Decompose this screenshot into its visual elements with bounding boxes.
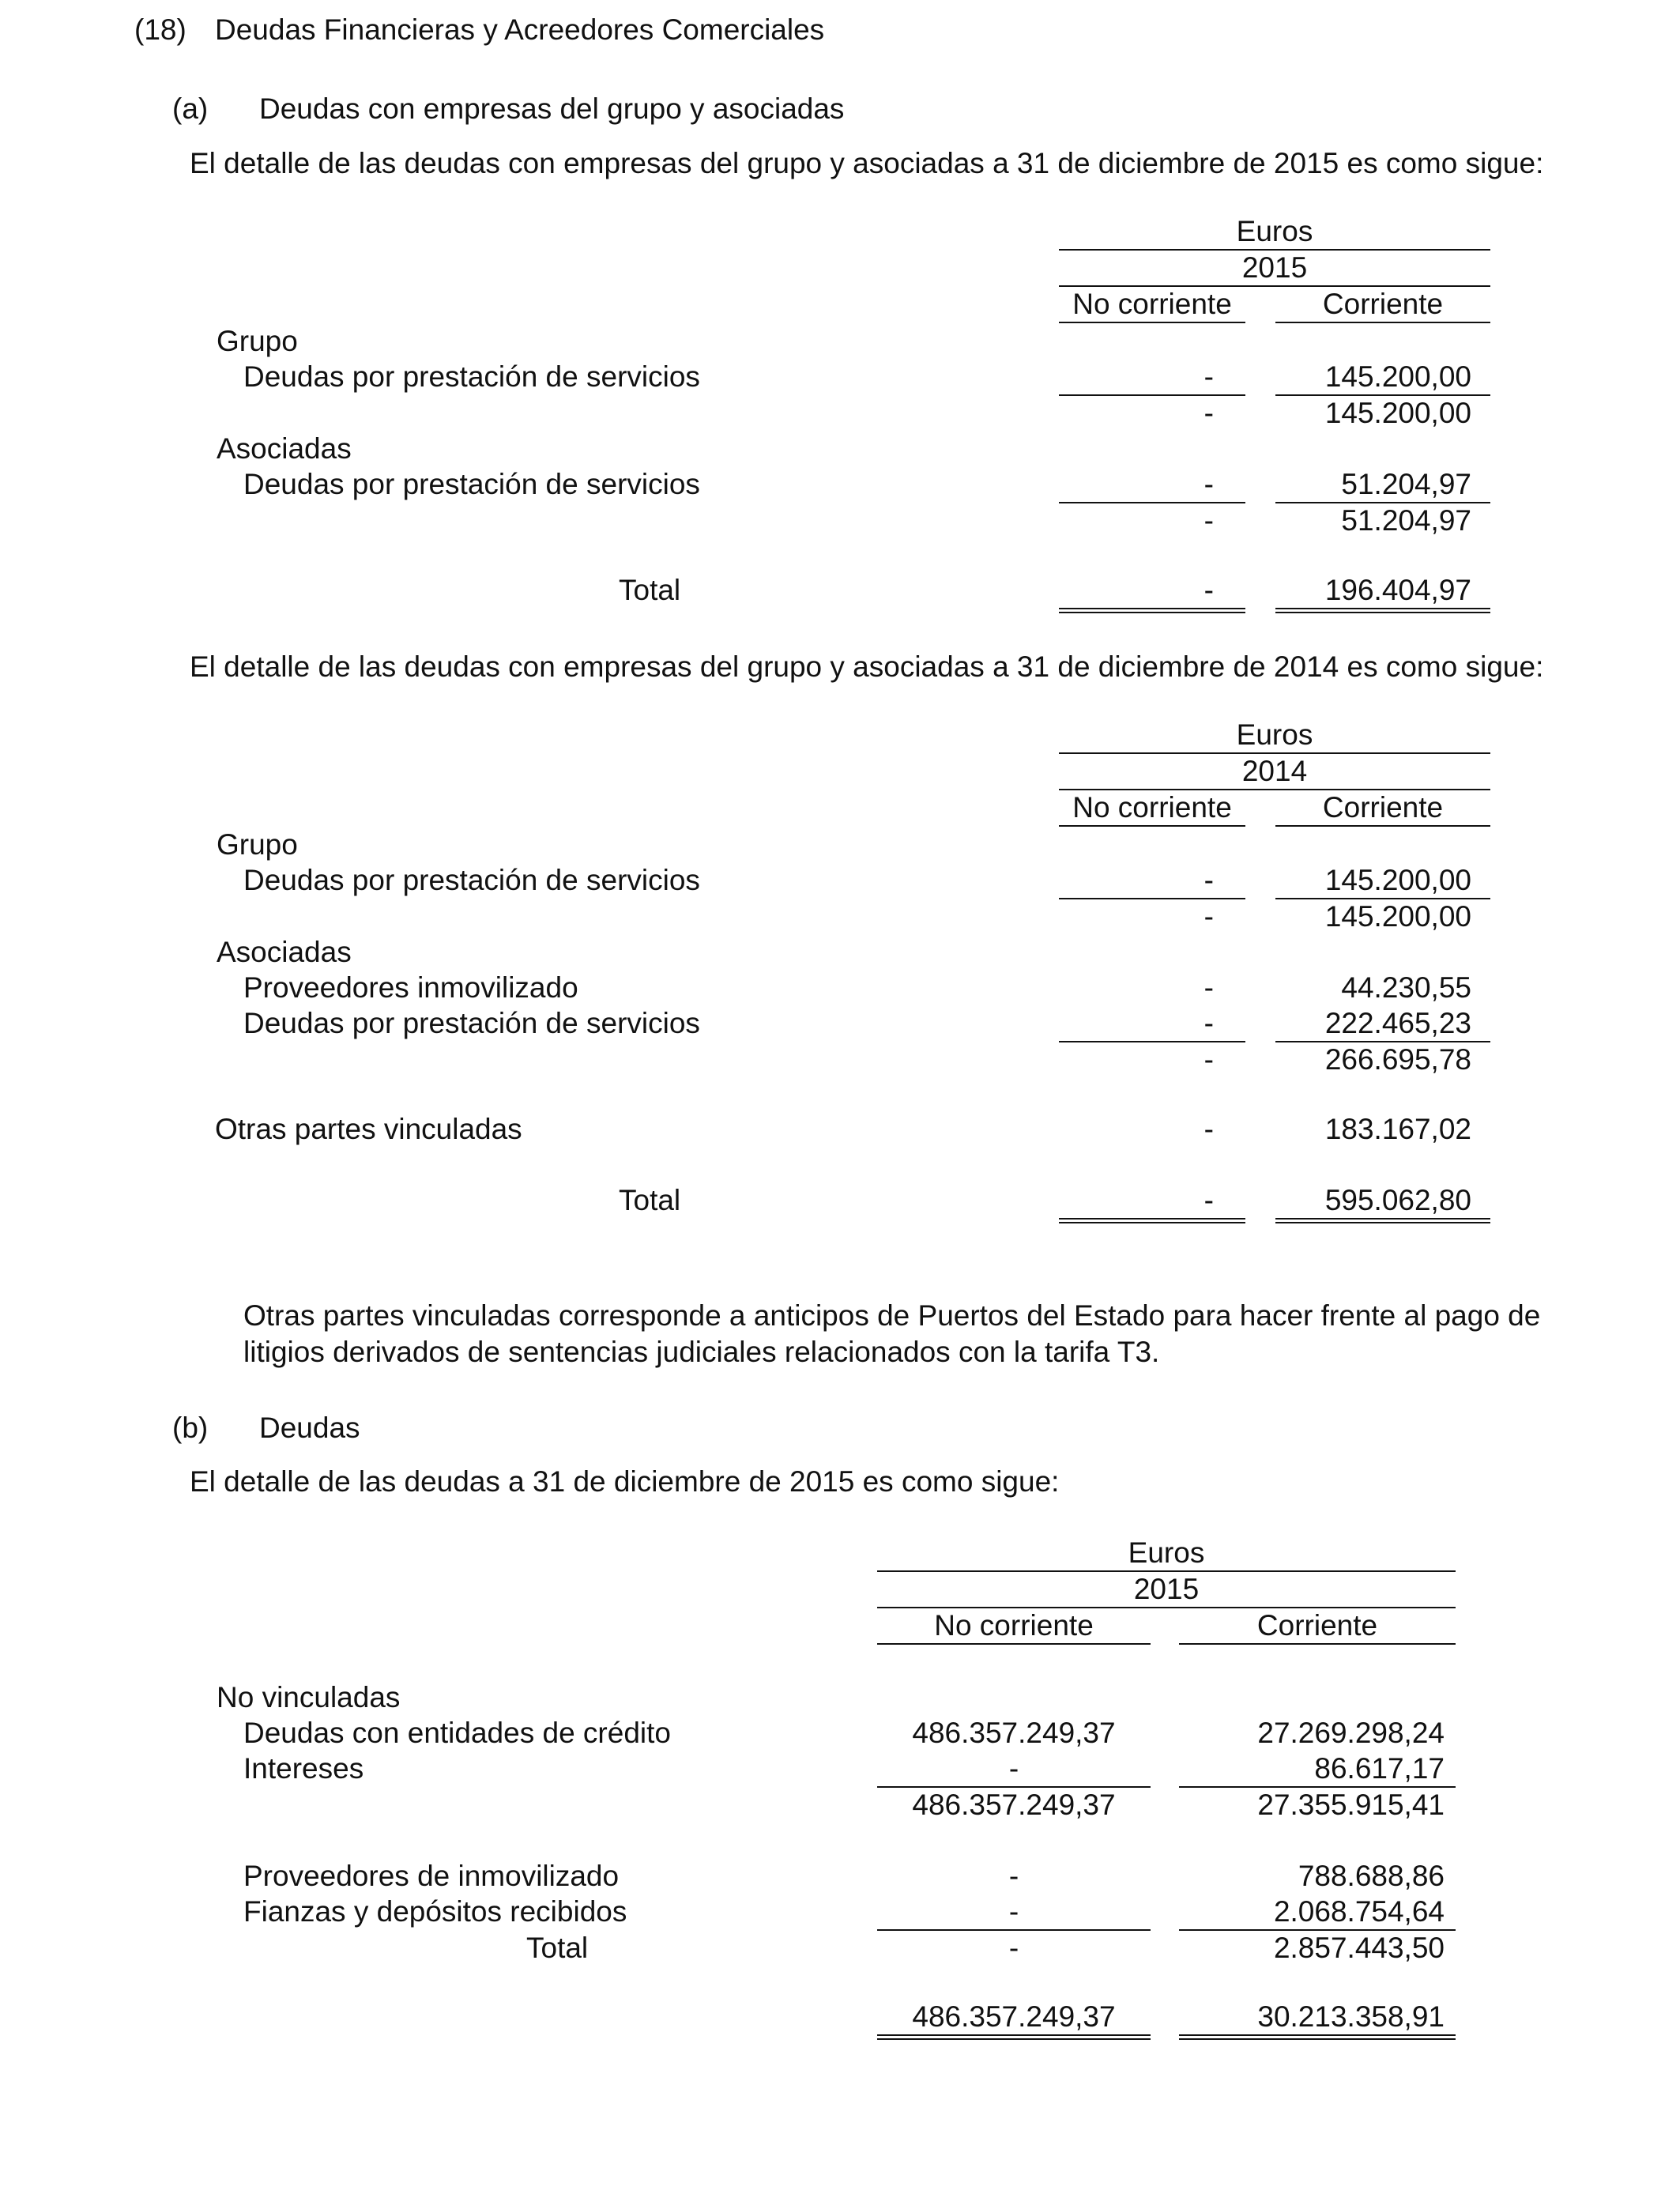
intro-b-text: El detalle de las deudas a 31 de diciembre de 2015 es como sigue:	[190, 1465, 1060, 1498]
subtotal-current: 51.204,97	[1341, 504, 1471, 537]
col-header-non-current: No corriente	[1072, 288, 1232, 320]
divider	[1059, 825, 1245, 827]
row-label: Proveedores de inmovilizado	[243, 1860, 620, 1892]
subsection-a-letter: (a)	[172, 92, 209, 125]
double-rule	[1275, 1218, 1490, 1223]
cell-current: 2.068.754,64	[1273, 1895, 1445, 1928]
group-label-grupo: Grupo	[217, 325, 298, 357]
cell-non-current: -	[1203, 1007, 1214, 1039]
row-label: Intereses	[243, 1752, 364, 1785]
total-current: 595.062,80	[1324, 1184, 1471, 1216]
group-label-grupo: Grupo	[217, 828, 298, 861]
cell-current: 86.617,17	[1314, 1752, 1445, 1785]
cell-non-current: -	[1203, 360, 1214, 393]
subtotal-current: 27.355.915,41	[1257, 1789, 1445, 1821]
cell-non-current: -	[1203, 864, 1214, 896]
cell-current: 44.230,55	[1341, 971, 1471, 1004]
table-year: 2015	[1241, 251, 1308, 284]
cell-current: 51.204,97	[1341, 468, 1471, 500]
subtotal-current: 266.695,78	[1324, 1043, 1471, 1076]
table-year: 2014	[1241, 755, 1308, 787]
row-label: Deudas con entidades de crédito	[243, 1717, 671, 1749]
cell-current: 788.688,86	[1298, 1860, 1445, 1892]
col-header-non-current: No corriente	[1072, 791, 1232, 824]
table-unit: Euros	[1236, 215, 1313, 247]
row-label: Deudas por prestación de servicios	[243, 1007, 700, 1039]
grand-total-current: 30.213.358,91	[1257, 2000, 1445, 2033]
note-paragraph: Otras partes vinculadas corresponde a anticipos de Puertos del Estado para hacer frente al pago de litigios derivados de sentencias judiciales relacionados con la tarifa T3.	[243, 1299, 1541, 1368]
row-label: Fianzas y depósitos recibidos	[243, 1895, 627, 1928]
cell-non-current: -	[1203, 468, 1214, 500]
intro-2015-paragraph	[190, 145, 1577, 182]
row-label: Deudas por prestación de servicios	[243, 360, 700, 393]
col-header-non-current: No corriente	[934, 1609, 1094, 1642]
double-rule	[877, 2034, 1151, 2040]
total-label: Total	[619, 574, 681, 606]
intro-2015-text: El detalle de las deudas con empresas del grupo y asociadas a 31 de diciembre de 2015 es como sigue:	[190, 147, 1544, 179]
intro-2014-text: El detalle de las deudas con empresas del grupo y asociadas a 31 de diciembre de 2014 es como sigue:	[190, 650, 1544, 683]
cell-non-current: 486.357.249,37	[912, 1717, 1116, 1749]
intro-2014-paragraph	[190, 649, 1577, 685]
col-header-current: Corriente	[1322, 791, 1444, 824]
subtotal-non-current: -	[1203, 397, 1214, 429]
total-current: 196.404,97	[1324, 574, 1471, 606]
subtotal-current: 145.200,00	[1324, 397, 1471, 429]
group-label-asociadas: Asociadas	[217, 936, 352, 968]
total-non-current: -	[1203, 574, 1214, 606]
cell-current: 145.200,00	[1324, 864, 1471, 896]
divider	[1275, 825, 1490, 827]
subsection-b-title: Deudas	[259, 1412, 360, 1444]
double-rule	[1059, 608, 1245, 613]
divider	[877, 1643, 1151, 1645]
cell-current: 145.200,00	[1324, 360, 1471, 393]
cell-non-current: -	[1203, 1113, 1214, 1145]
cell-current: 27.269.298,24	[1257, 1717, 1445, 1749]
subtotal-non-current: 486.357.249,37	[912, 1789, 1116, 1821]
subtotal-current: 145.200,00	[1324, 900, 1471, 933]
subsection-b-letter: (b)	[172, 1412, 209, 1444]
cell-non-current: -	[1008, 1895, 1019, 1928]
table-unit: Euros	[1236, 718, 1313, 751]
grand-total-non-current: 486.357.249,37	[912, 2000, 1116, 2033]
row-label: Deudas por prestación de servicios	[243, 864, 700, 896]
cell-non-current: -	[1008, 1752, 1019, 1785]
table-year: 2015	[1133, 1573, 1200, 1605]
col-header-current: Corriente	[1256, 1609, 1378, 1642]
col-header-current: Corriente	[1322, 288, 1444, 320]
subtotal-label: Total	[526, 1932, 589, 1964]
subtotal-non-current: -	[1203, 1043, 1214, 1076]
subtotal-non-current: -	[1008, 1932, 1019, 1964]
row-label: Deudas por prestación de servicios	[243, 468, 700, 500]
subsection-a-title: Deudas con empresas del grupo y asociadas	[259, 92, 845, 125]
group-label-no-vinculadas: No vinculadas	[217, 1681, 401, 1713]
subtotal-non-current: -	[1203, 900, 1214, 933]
divider	[1275, 322, 1490, 323]
subtotal-non-current: -	[1203, 504, 1214, 537]
row-label: Proveedores inmovilizado	[243, 971, 578, 1004]
cell-current: 183.167,02	[1324, 1113, 1471, 1145]
total-label: Total	[619, 1184, 681, 1216]
total-non-current: -	[1203, 1184, 1214, 1216]
otras-partes-label: Otras partes vinculadas	[215, 1113, 522, 1145]
table-unit: Euros	[1128, 1536, 1205, 1569]
cell-non-current: -	[1203, 971, 1214, 1004]
cell-current: 222.465,23	[1324, 1007, 1471, 1039]
double-rule	[1275, 608, 1490, 613]
cell-non-current: -	[1008, 1860, 1019, 1892]
divider	[1059, 322, 1245, 323]
section-number: (18)	[134, 13, 186, 46]
subtotal-current: 2.857.443,50	[1273, 1932, 1445, 1964]
double-rule	[1179, 2034, 1456, 2040]
section-title: Deudas Financieras y Acreedores Comerciales	[215, 13, 825, 46]
divider	[1179, 1643, 1456, 1645]
group-label-asociadas: Asociadas	[217, 432, 352, 465]
double-rule	[1059, 1218, 1245, 1223]
